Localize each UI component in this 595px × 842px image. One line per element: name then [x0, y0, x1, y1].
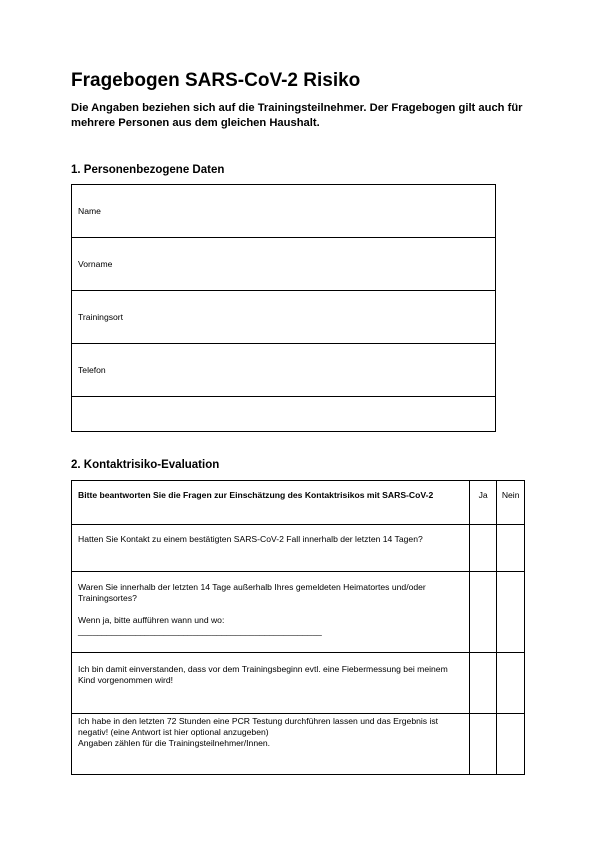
field-extra[interactable]	[72, 397, 496, 432]
answer-no-cell[interactable]	[497, 653, 525, 714]
travel-answer-line[interactable]: ___________________________________________________	[78, 626, 322, 636]
spacer	[78, 604, 463, 615]
answer-yes-cell[interactable]	[469, 572, 496, 653]
question-fever: Ich bin damit einverstanden, dass vor dem Trainingsbeginn evtl. eine Fiebermessung bei meinem Kind vorgenommen wird!	[72, 653, 470, 714]
table-header-question: Bitte beantworten Sie die Fragen zur Einschätzung des Kontaktrisikos mit SARS-CoV-2	[72, 481, 470, 525]
table-header-no: Nein	[497, 481, 525, 525]
question-row-fever	[72, 653, 525, 714]
field-row-extra	[72, 397, 496, 432]
question-pcr-text: Ich habe in den letzten 72 Stunden eine PCR Testung durchführen lassen und das Ergebnis ist negativ! (eine Antwort ist hier optional anzugeben)	[78, 716, 439, 737]
section-contact-heading: 2. Kontaktrisiko-Evaluation	[71, 459, 220, 471]
field-trainingsort[interactable]: Trainingsort	[72, 291, 496, 344]
question-travel-followup: Wenn ja, bitte aufführen wann und wo:	[78, 615, 225, 625]
page-title: Fragebogen SARS-CoV-2 Risiko	[71, 70, 361, 91]
section-personal-heading: 1. Personenbezogene Daten	[71, 164, 225, 176]
answer-yes-cell[interactable]	[469, 525, 496, 572]
question-row-travel	[72, 572, 525, 653]
table-header-yes: Ja	[469, 481, 496, 525]
question-pcr-note: Angaben zählen für die Trainingsteilnehmer/Innen.	[78, 738, 271, 748]
question-travel	[72, 572, 470, 653]
question-contact: Hatten Sie Kontakt zu einem bestätigten SARS-CoV-2 Fall innerhalb der letzten 14 Tagen?	[72, 525, 470, 572]
answer-no-cell[interactable]	[497, 714, 525, 775]
answer-yes-cell[interactable]	[469, 714, 496, 775]
personal-data-table	[71, 184, 496, 432]
field-name[interactable]: Name	[72, 185, 496, 238]
question-travel-text: Waren Sie innerhalb der letzten 14 Tage außerhalb Ihres gemeldeten Heimatortes und/oder Trainingsortes?	[78, 582, 426, 603]
question-row-contact	[72, 525, 525, 572]
field-telefon[interactable]: Telefon	[72, 344, 496, 397]
answer-yes-cell[interactable]	[469, 653, 496, 714]
field-row-vorname	[72, 238, 496, 291]
page-subtitle: Die Angaben beziehen sich auf die Trainingsteilnehmer. Der Fragebogen gilt auch für mehrere Personen aus dem gleichen Haushalt.	[71, 102, 523, 129]
contact-risk-table	[71, 480, 525, 775]
question-row-pcr	[72, 714, 525, 775]
field-row-name	[72, 185, 496, 238]
answer-no-cell[interactable]	[497, 525, 525, 572]
field-vorname[interactable]: Vorname	[72, 238, 496, 291]
question-pcr	[72, 714, 470, 775]
answer-no-cell[interactable]	[497, 572, 525, 653]
field-row-trainingsort	[72, 291, 496, 344]
field-row-telefon	[72, 344, 496, 397]
table-header-row	[72, 481, 525, 525]
